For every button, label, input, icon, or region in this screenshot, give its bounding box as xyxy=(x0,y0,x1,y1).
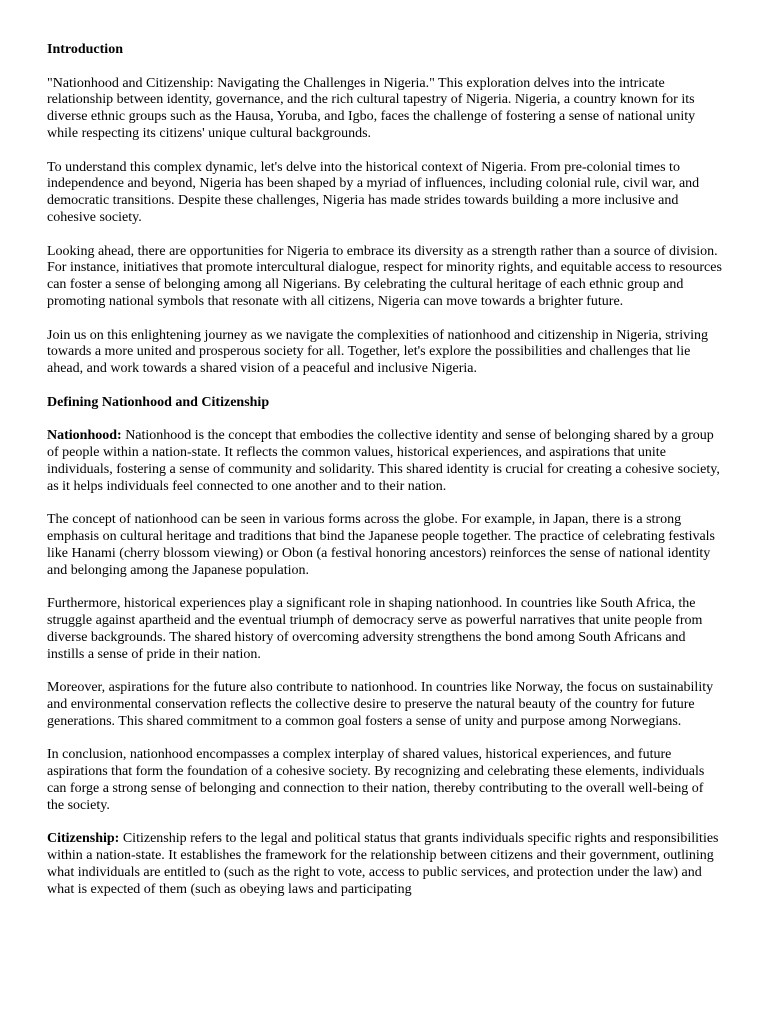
nationhood-term: Nationhood: xyxy=(47,428,122,444)
introduction-heading: Introduction xyxy=(47,42,123,57)
intro-paragraph-3: Looking ahead, there are opportunities for Nigeria to embrace its diversity as a strength rather than a source of division. For instance, initiatives that promote intercultural dialogue, respect for minority rights, and equitable access to resources can foster a sense of belonging among all Nigerians. By celebrating the cultural heritage of each ethnic group and promoting national symbols that resonate with all citizens, Nigeria can move towards a brighter future. xyxy=(47,243,722,309)
nationhood-definition: Nationhood is the concept that embodies the collective identity and sense of belonging shared by a group of people within a nation-state. It reflects the common values, historical experiences, and aspirations that unite individuals, fostering a sense of community and solidarity. This shared identity is crucial for creating a cohesive society, as it helps individuals feel connected to one another and to their nation. xyxy=(47,428,720,494)
citizenship-term: Citizenship: xyxy=(47,831,120,847)
nationhood-paragraph-2: The concept of nationhood can be seen in various forms across the globe. For example, in Japan, there is a strong emphasis on cultural heritage and traditions that bind the Japanese people together. The practice of celebrating festivals like Hanami (cherry blossom viewing) or Obon (a festival honoring ancestors) reinforces the sense of national identity and belonging among the Japanese population. xyxy=(47,512,716,578)
nationhood-paragraph-5: In conclusion, nationhood encompasses a complex interplay of shared values, historical experiences, and future aspirations that form the foundation of a cohesive society. By recognizing and celebrating these elements, individuals can forge a strong sense of belonging and connection to their nation, thereby contributing to the overall well-being of the society. xyxy=(47,747,705,813)
defining-heading: Defining Nationhood and Citizenship xyxy=(47,394,270,410)
citizenship-paragraph xyxy=(47,831,723,898)
nationhood-paragraph xyxy=(47,428,723,495)
intro-paragraph-2: To understand this complex dynamic, let's delve into the historical context of Nigeria. From pre-colonial times to independence and beyond, Nigeria has been shaped by a myriad of influences, including colonial rule, civil war, and democratic transitions. Despite these challenges, Nigeria has made strides towards building a more inclusive and cohesive society. xyxy=(47,159,700,225)
intro-paragraph-1: "Nationhood and Citizenship: Navigating the Challenges in Nigeria." This exploration delves into the intricate relationship between identity, governance, and the rich cultural tapestry of Nigeria. Nigeria, a country known for its diverse ethnic groups such as the Hausa, Yoruba, and Igbo, faces the challenge of fostering a sense of national unity while respecting its citizens' unique cultural backgrounds. xyxy=(47,75,696,141)
citizenship-definition: Citizenship refers to the legal and political status that grants individuals specific rights and responsibilities within a nation-state. It establishes the framework for the relationship between citizens and their government, outlining what individuals are entitled to (such as the right to vote, access to public services, and protection under the law) and what is expected of them (such as obeying laws and participating xyxy=(47,831,719,897)
nationhood-paragraph-4: Moreover, aspirations for the future also contribute to nationhood. In countries like Norway, the focus on sustainability and environmental conservation reflects the collective desire to preserve the natural beauty of the country for future generations. This shared commitment to a common goal fosters a sense of unity and purpose among Norwegians. xyxy=(47,680,714,729)
document-page xyxy=(47,42,723,915)
nationhood-paragraph-3: Furthermore, historical experiences play a significant role in shaping nationhood. In countries like South Africa, the struggle against apartheid and the eventual triumph of democracy serve as powerful narratives that unite people from diverse backgrounds. The shared history of overcoming adversity strengthens the bond among South Africans and instills a sense of pride in their nation. xyxy=(47,596,703,662)
intro-paragraph-4: Join us on this enlightening journey as we navigate the complexities of nationhood and citizenship in Nigeria, striving towards a more united and prosperous society for all. Together, let's explore the possibilities and challenges that lie ahead, and work towards a shared vision of a peaceful and inclusive Nigeria. xyxy=(47,327,708,377)
